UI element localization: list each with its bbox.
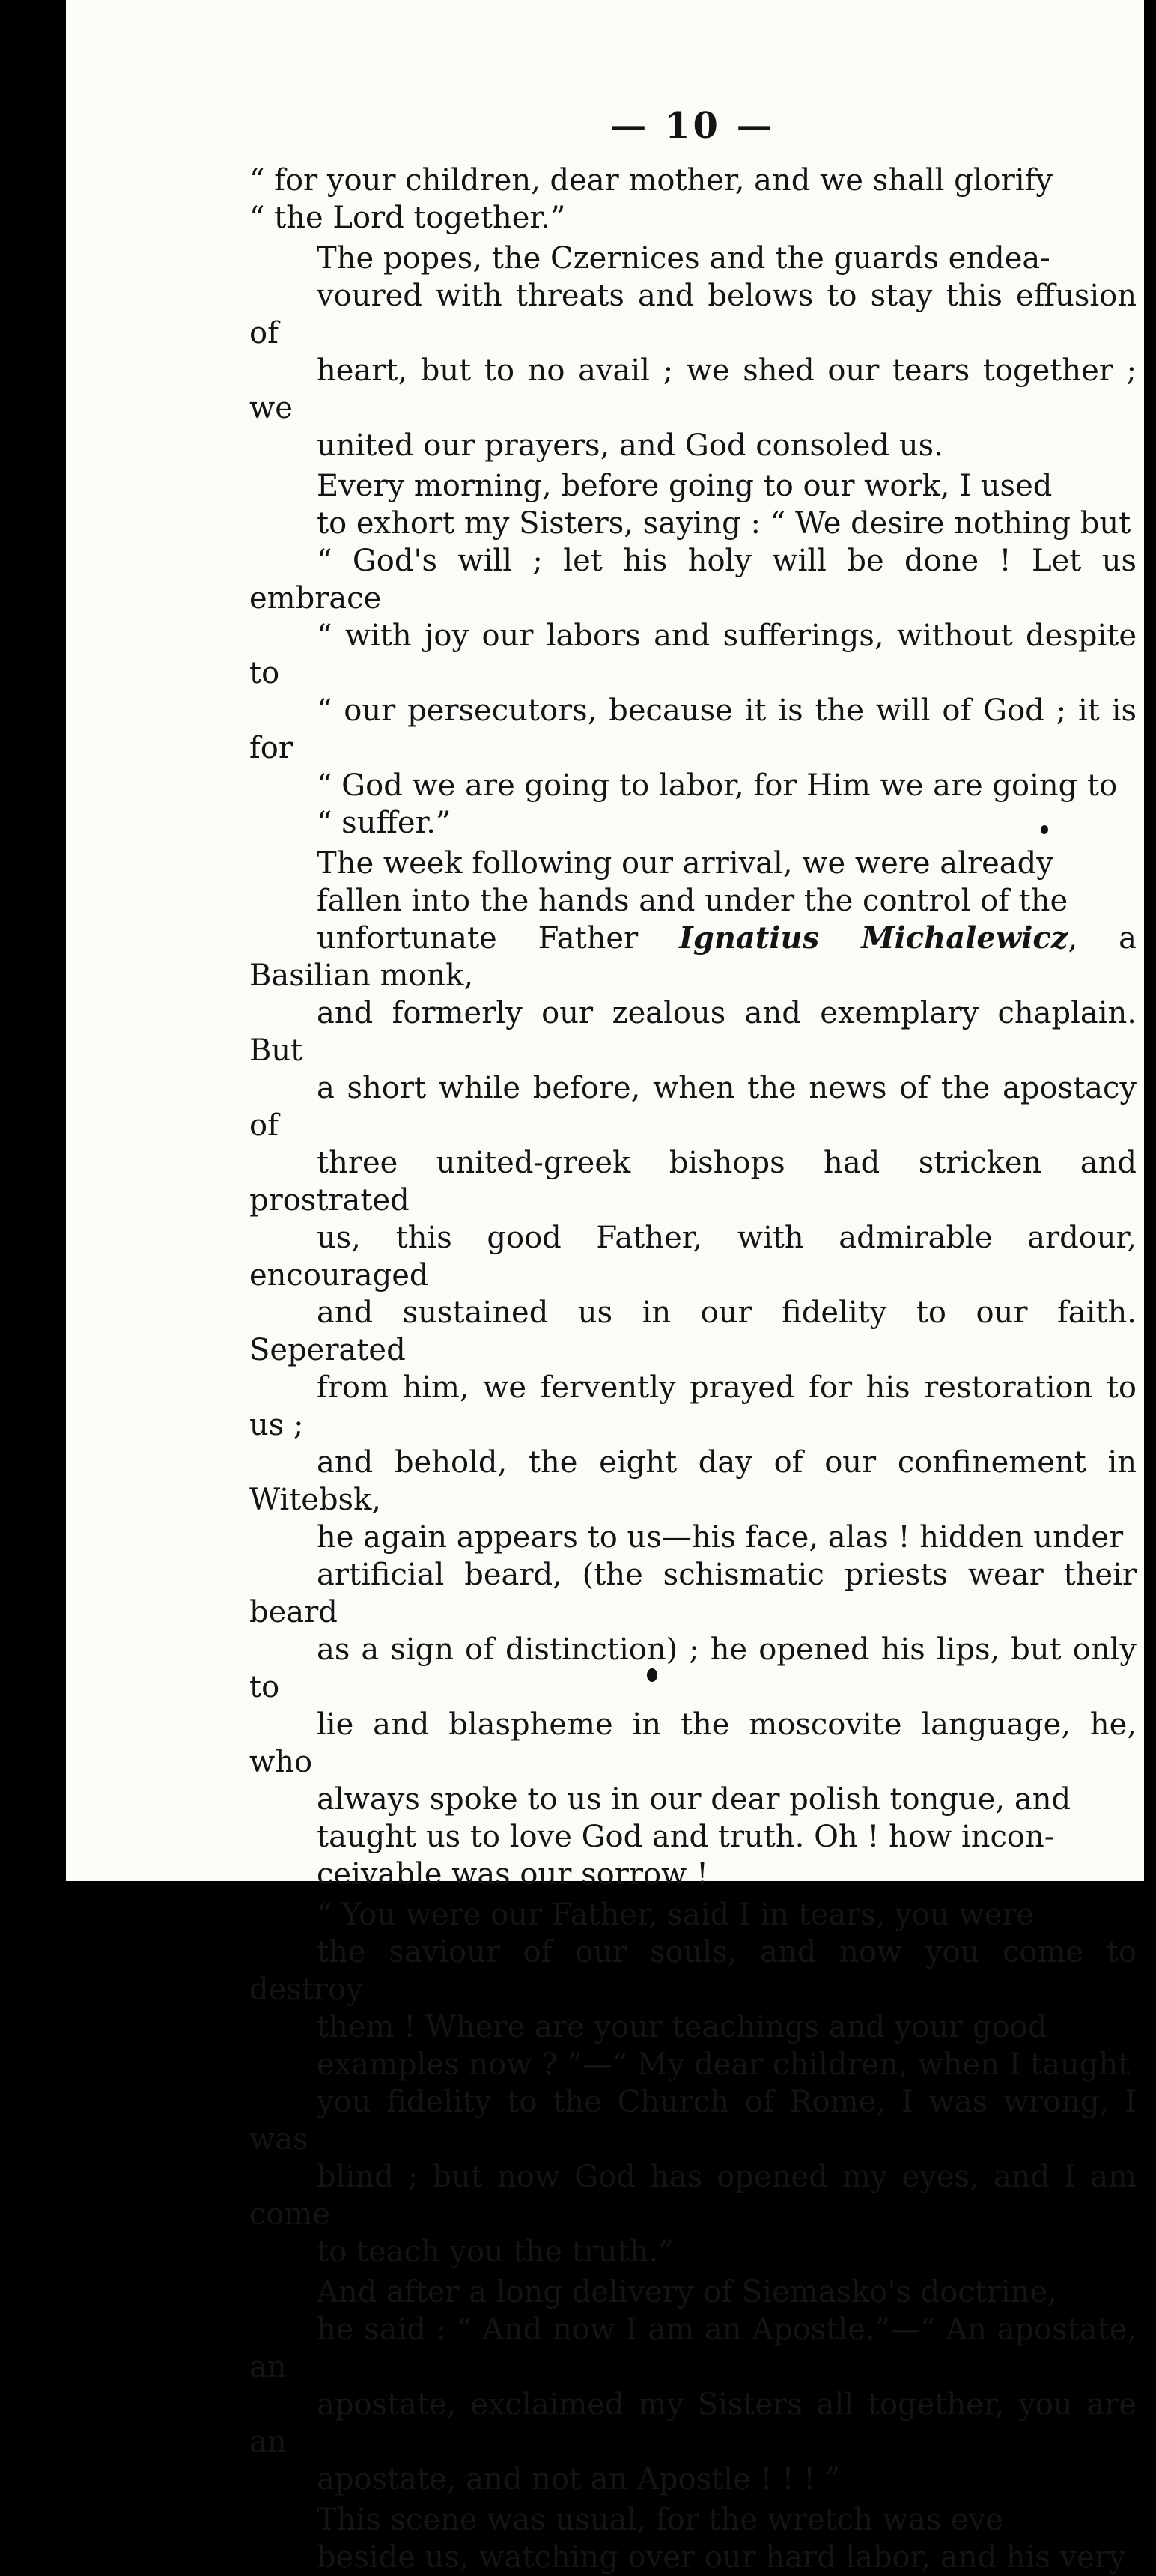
text-line: voured with threats and belows to stay this effusion of xyxy=(249,279,1137,350)
page-body xyxy=(249,105,1137,2576)
paragraph-6 xyxy=(249,2273,1137,2498)
text-line: And after a long delivery of Siemasko's doctrine, xyxy=(317,2275,1057,2309)
paragraph-4 xyxy=(249,845,1137,1893)
text-line: them ! Where are your teachings and your good xyxy=(317,2010,1047,2044)
text-line: to exhort my Sisters, saying : “ We desire nothing but xyxy=(317,506,1131,541)
text-line: taught us to love God and truth. Oh ! how incon- xyxy=(317,1820,1055,1854)
paragraph-2 xyxy=(249,240,1137,464)
text-line: This scene was usual, for the wretch was eve xyxy=(317,2503,1003,2537)
text-line: “ with joy our labors and sufferings, without despite to xyxy=(249,619,1137,690)
paragraph-5 xyxy=(249,1896,1137,2270)
text-line: from him, we fervently prayed for his restoration to us ; xyxy=(249,1370,1137,1442)
ink-speck xyxy=(647,1668,657,1682)
text-line: he said : “ And now I am an Apostle.”—“ An apostate, an xyxy=(249,2312,1137,2384)
text-line xyxy=(249,920,1137,994)
text-line: “ God's will ; let his holy will be done ! Let us embrace xyxy=(249,544,1137,616)
text-line: The popes, the Czernices and the guards endea- xyxy=(317,241,1050,276)
text-line: to teach you the truth.” xyxy=(317,2235,674,2269)
paragraph-7 xyxy=(249,2501,1137,2576)
text-line: “ You were our Father, said I in tears, you were xyxy=(317,1898,1035,1932)
paragraph-3 xyxy=(249,467,1137,842)
text-line: lie and blaspheme in the moscovite language, he, who xyxy=(249,1707,1137,1779)
text-line: and sustained us in our fidelity to our faith. Seperated xyxy=(249,1295,1137,1367)
text-line: you fidelity to the Church of Rome, I was wrong, I was xyxy=(249,2085,1137,2157)
text-line: heart, but to no avail ; we shed our tears together ; we xyxy=(249,353,1137,425)
text-line: “ suffer.” xyxy=(317,806,451,840)
text-line: three united-greek bishops had stricken and prostrated xyxy=(249,1146,1137,1218)
text-line: fallen into the hands and under the control of the xyxy=(317,884,1068,918)
text-line: beside us, watching over our hard labor, and his very xyxy=(317,2540,1126,2575)
text-line: ceivable was our sorrow ! xyxy=(317,1857,709,1892)
text-line: The week following our arrival, we were already xyxy=(317,846,1053,881)
page-number: — 10 — xyxy=(610,105,776,147)
text-line: the saviour of our souls, and now you come to destroy xyxy=(249,1935,1137,2007)
text-fragment: unfortunate Father xyxy=(317,921,680,956)
text-fragment: , a Basilian monk, xyxy=(249,921,1137,993)
person-name: Ignatius Michalewicz xyxy=(679,920,1068,956)
text-line: united our prayers, and God consoled us. xyxy=(317,428,943,463)
text-line: “ God we are going to labor, for Him we are going to xyxy=(317,768,1118,803)
text-line: apostate, and not an Apostle ! ! ! ” xyxy=(317,2462,841,2497)
ink-speck xyxy=(1041,825,1048,834)
text-line: as a sign of distinction) ; he opened his lips, but only to xyxy=(249,1632,1137,1704)
text-line: and behold, the eight day of our confinement in Witebsk, xyxy=(249,1445,1137,1517)
text-line: “ the Lord together.” xyxy=(249,201,566,235)
text-line: “ our persecutors, because it is the will of God ; it is for xyxy=(249,693,1137,765)
text-line: always spoke to us in our dear polish tongue, and xyxy=(317,1782,1071,1817)
text-line: apostate, exclaimed my Sisters all together, you are an xyxy=(249,2387,1137,2459)
text-line: and formerly our zealous and exemplary chaplain. But xyxy=(249,996,1137,1068)
text-line: Every morning, before going to our work, I used xyxy=(317,469,1053,503)
scanned-page xyxy=(66,0,1144,2575)
text-line: “ for your children, dear mother, and we shall glorify xyxy=(249,163,1053,198)
text-line: examples now ? ”—“ My dear children, when I taught xyxy=(317,2047,1131,2082)
text-line: us, this good Father, with admirable ardour, encouraged xyxy=(249,1221,1137,1292)
text-line: he again appears to us—his face, alas ! hidden under xyxy=(317,1520,1124,1555)
text-line: artificial beard, (the schismatic priests wear their beard xyxy=(249,1558,1137,1629)
text-line: blind ; but now God has opened my eyes, and I am come xyxy=(249,2160,1137,2232)
paragraph-1 xyxy=(249,162,1137,237)
text-line: a short while before, when the news of the apostacy of xyxy=(249,1071,1137,1143)
